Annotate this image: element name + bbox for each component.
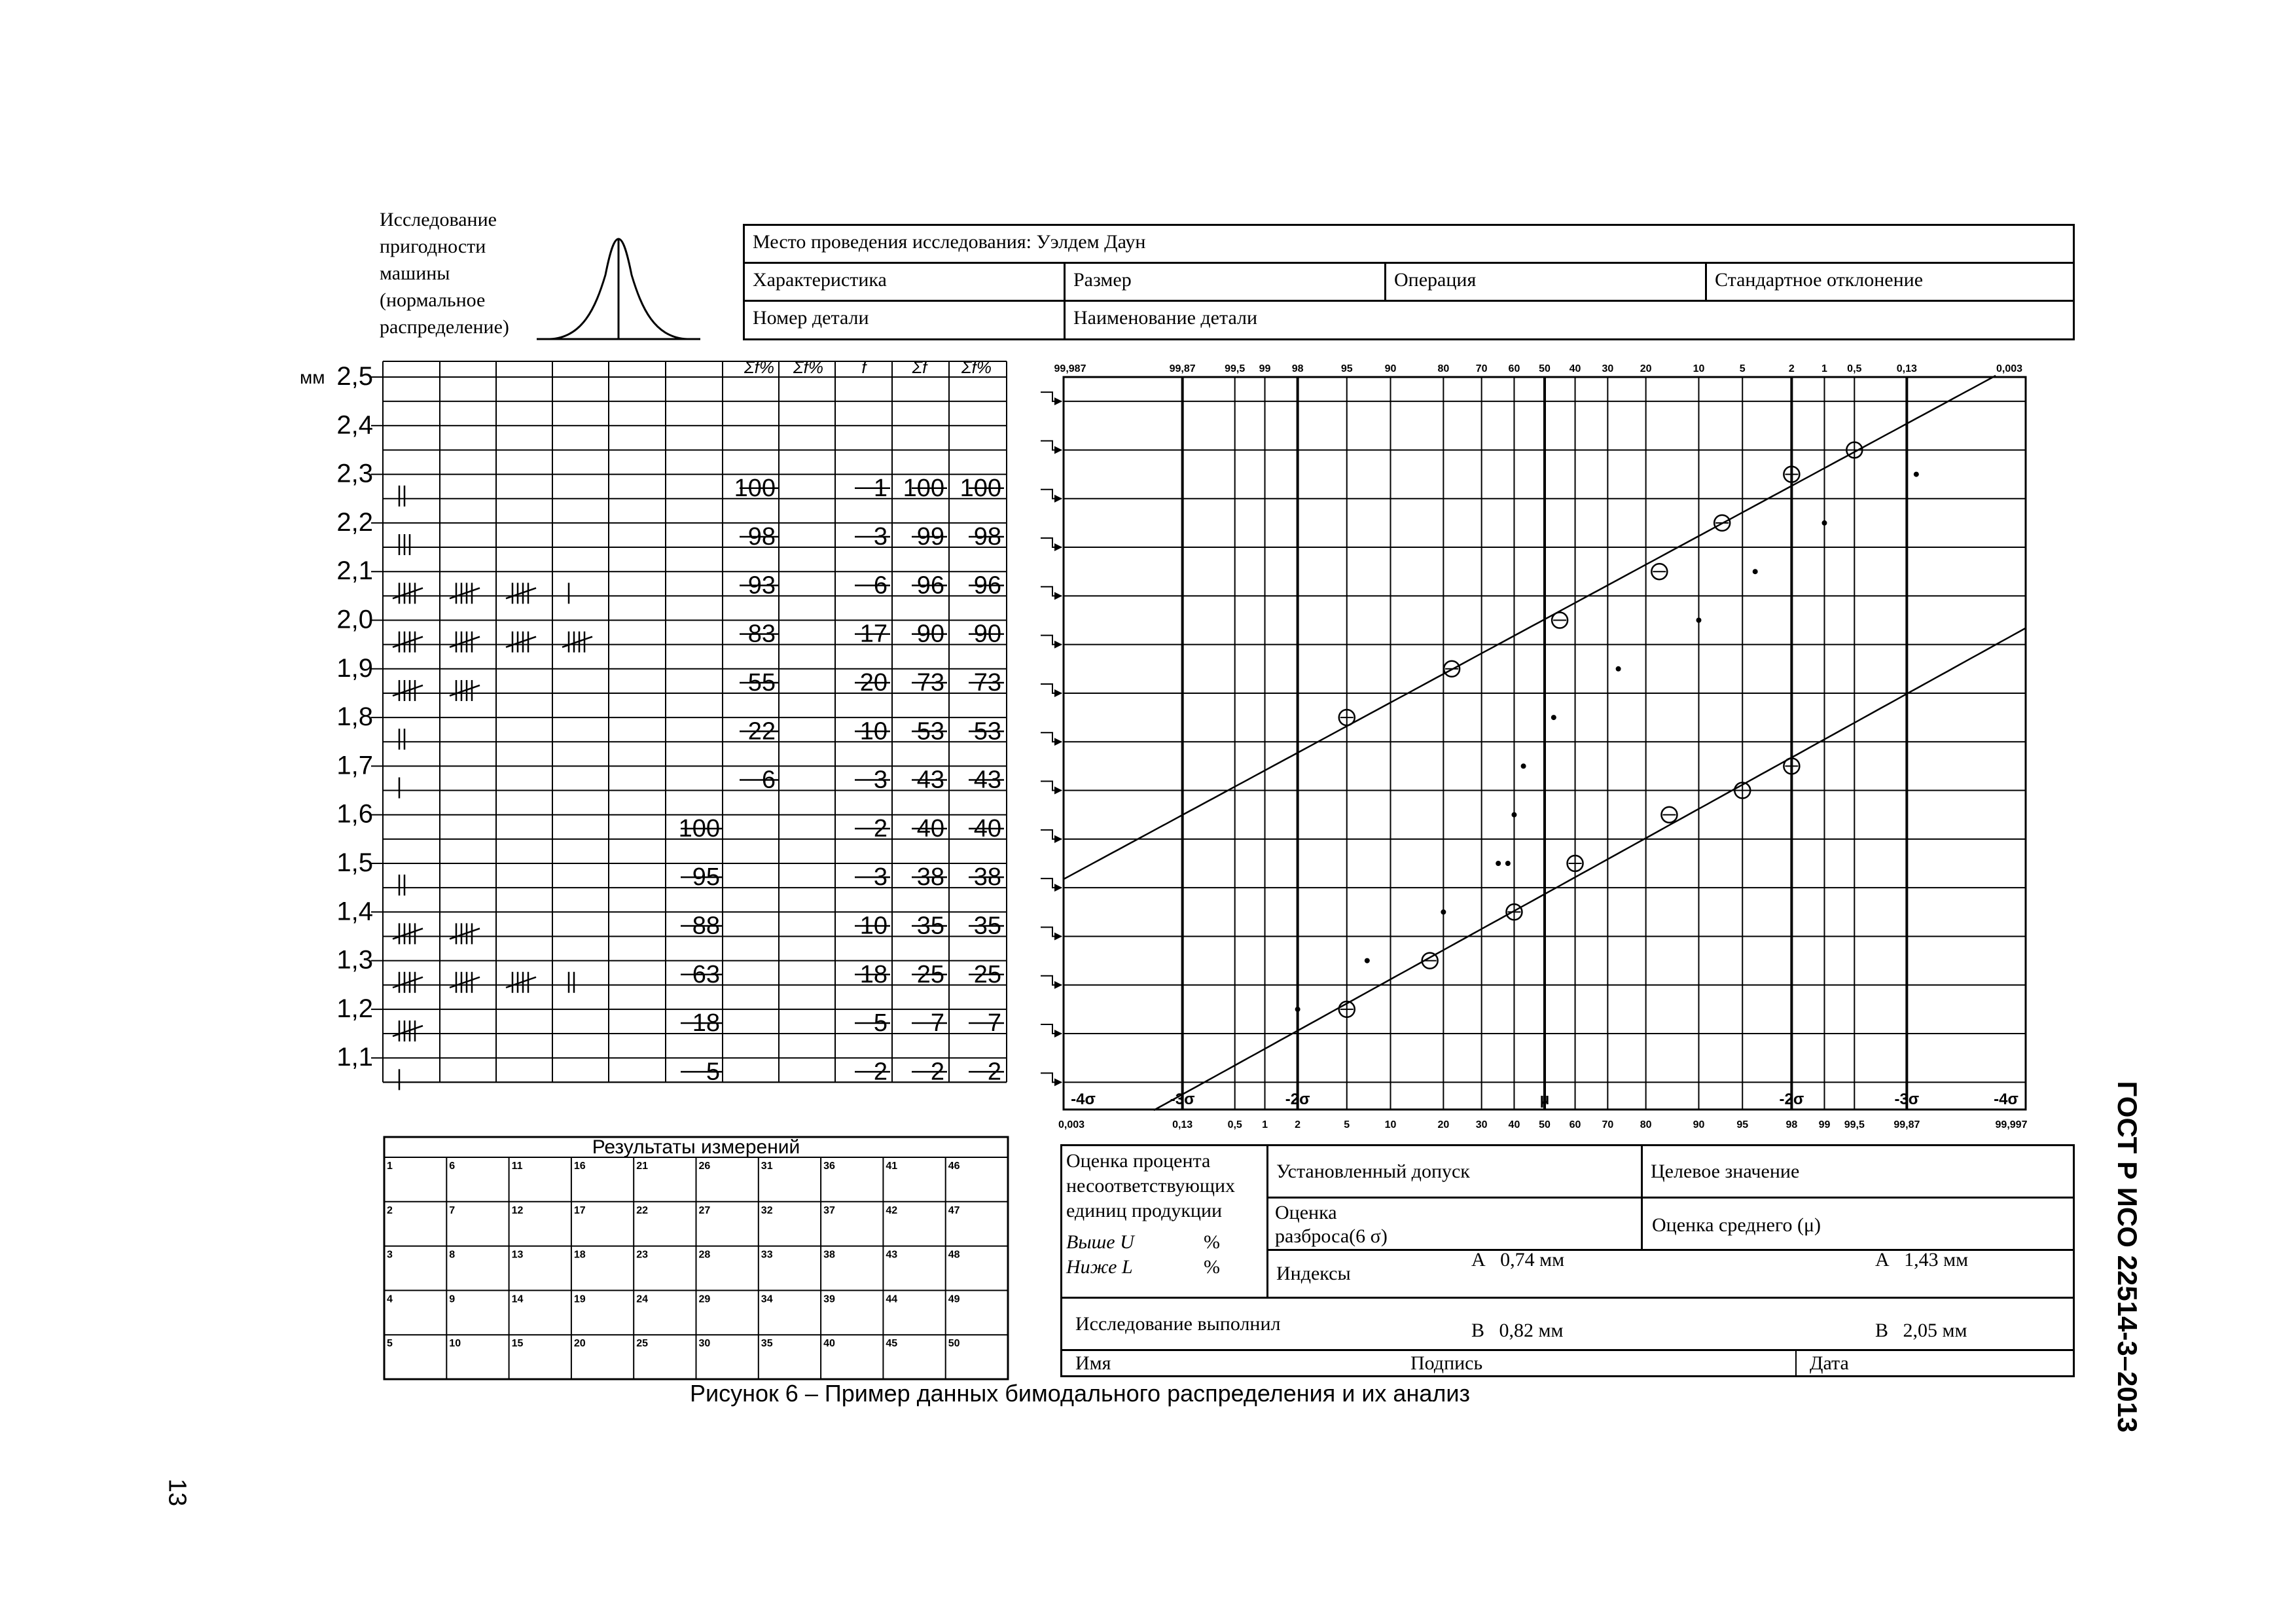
arrow-head xyxy=(1054,884,1062,892)
sum_f_pct-value: 98 xyxy=(973,523,1001,551)
measurement-number: 39 xyxy=(823,1293,835,1305)
mean-b-value: В 2,05 мм xyxy=(1875,1320,1967,1341)
bottom-tick-label: 90 xyxy=(1693,1119,1705,1130)
top-tick-label: 0,003 xyxy=(1996,363,2023,374)
data-point xyxy=(1521,763,1526,768)
location-field: Место проведения исследования: Уэлдем Даун xyxy=(745,226,2073,264)
tally-strike xyxy=(562,637,592,647)
top-tick-label: 40 xyxy=(1569,363,1581,374)
page-number-label: 13 xyxy=(163,1478,191,1507)
sum_f_pct-value: 73 xyxy=(973,668,1001,696)
data-point xyxy=(1365,958,1370,964)
measurement-number: 9 xyxy=(449,1293,456,1305)
arrow-head xyxy=(1054,1030,1062,1038)
tally-strike xyxy=(393,588,423,598)
indices-cell: Индексы xyxy=(1268,1251,2073,1299)
arrow-head xyxy=(1054,446,1062,454)
y-axis-label: 2,5 xyxy=(336,362,373,391)
cumulative-pct-upper: 55 xyxy=(747,668,776,696)
tally-strike xyxy=(450,637,480,647)
top-tick-label: 2 xyxy=(1788,363,1795,374)
measurement-number: 11 xyxy=(511,1161,523,1172)
arrow-head xyxy=(1054,641,1062,649)
tally-strike xyxy=(506,588,536,598)
measurement-number: 49 xyxy=(948,1293,960,1305)
spread-a-value: А 0,74 мм xyxy=(1471,1249,1565,1271)
top-tick-label: 20 xyxy=(1640,363,1652,374)
measurement-number: 28 xyxy=(698,1249,711,1261)
measurement-number: 12 xyxy=(511,1204,524,1216)
top-tick-label: 0,5 xyxy=(1847,363,1862,374)
tally-strike xyxy=(450,977,480,988)
measurement-number: 48 xyxy=(948,1249,960,1261)
top-tick-label: 30 xyxy=(1602,363,1614,374)
f-value: 3 xyxy=(873,523,888,551)
tally-strike xyxy=(393,977,423,988)
sigma-label: -3σ xyxy=(1894,1091,1920,1108)
measurement-number: 23 xyxy=(636,1249,648,1261)
tally-strike xyxy=(450,928,480,939)
tally-strike xyxy=(393,637,423,647)
measurement-number: 29 xyxy=(698,1293,711,1305)
top-tick-label: 1 xyxy=(1821,363,1827,374)
f-value: 2 xyxy=(873,814,888,842)
f-value: 5 xyxy=(873,1009,888,1038)
standard-number xyxy=(2062,1074,2193,1440)
measurement-number: 24 xyxy=(636,1293,648,1305)
y-axis-label: 2,4 xyxy=(336,410,373,440)
measurement-number: 15 xyxy=(511,1338,524,1350)
spread-label: разброса(6 σ) xyxy=(1275,1225,1388,1247)
bell-curve-icon xyxy=(537,229,707,344)
bottom-tick-label: 70 xyxy=(1602,1119,1614,1130)
bottom-tick-label: 50 xyxy=(1539,1119,1551,1130)
date-cell: Дата xyxy=(1795,1351,2073,1375)
measurement-number: 44 xyxy=(886,1293,898,1305)
y-axis-label: 1,4 xyxy=(336,897,373,926)
measurement-number: 17 xyxy=(573,1204,586,1216)
figure-caption: Рисунок 6 – Пример данных бимодального распределения и их анализ xyxy=(690,1380,1470,1407)
measurement-number: 19 xyxy=(573,1293,586,1305)
cumulative-pct-upper: 22 xyxy=(747,717,776,746)
measurement-number: 40 xyxy=(823,1338,835,1350)
measurement-number: 7 xyxy=(449,1204,456,1216)
f-value: 20 xyxy=(859,668,888,696)
bottom-tick-label: 5 xyxy=(1344,1119,1350,1130)
bottom-tick-label: 0,5 xyxy=(1227,1119,1242,1130)
sum_f_pct-value: 40 xyxy=(973,814,1001,842)
nonconforming-label: несоответствующих xyxy=(1066,1175,1236,1197)
top-tick-label: 99,987 xyxy=(1054,363,1086,374)
mean-cell xyxy=(1643,1199,2073,1341)
signature-cell: Подпись xyxy=(1410,1352,1483,1374)
tolerance-cell: Установленный допуск xyxy=(1268,1146,1643,1199)
measurement-number: 43 xyxy=(886,1249,898,1261)
bottom-tick-label: 99,87 xyxy=(1893,1119,1920,1130)
column-header: Σf xyxy=(912,357,927,377)
cumulative-pct-upper: 93 xyxy=(747,571,776,600)
sigma-label: μ xyxy=(1539,1091,1550,1108)
y-axis-label: 1,3 xyxy=(336,945,373,975)
done-by-cell: Исследование выполнил xyxy=(1062,1299,2073,1351)
probability-chart xyxy=(1041,347,2042,1132)
measurement-number: 32 xyxy=(761,1204,773,1216)
y-axis-label: 1,8 xyxy=(336,702,373,732)
y-axis-label: 2,2 xyxy=(336,507,373,537)
data-point xyxy=(1753,569,1758,574)
measurement-number: 4 xyxy=(387,1293,393,1305)
top-tick-label: 95 xyxy=(1340,363,1353,374)
measurement-number: 25 xyxy=(636,1338,648,1350)
measurement-number: 50 xyxy=(948,1338,960,1350)
spread-b-value: В 0,82 мм xyxy=(1471,1320,1564,1341)
cumulative-pct-upper: 83 xyxy=(747,620,776,648)
y-axis-label: 1,1 xyxy=(336,1043,373,1072)
measurement-number: 14 xyxy=(511,1293,524,1305)
sum_f-value: 100 xyxy=(903,474,944,502)
sigma-label: -4σ xyxy=(1994,1091,2018,1108)
measurement-number: 6 xyxy=(449,1161,456,1172)
fit-line-b xyxy=(1064,376,1996,879)
data-point xyxy=(1295,1007,1300,1012)
sigma-label: -2σ xyxy=(1285,1091,1310,1108)
sum_f_pct-value: 90 xyxy=(973,620,1001,648)
bottom-tick-label: 30 xyxy=(1475,1119,1488,1130)
y-axis-label: 1,9 xyxy=(336,653,373,683)
f-value: 10 xyxy=(859,717,888,746)
measurement-number: 35 xyxy=(761,1338,773,1350)
bottom-tick-label: 40 xyxy=(1508,1119,1520,1130)
measurement-number: 33 xyxy=(761,1249,773,1261)
arrow-head xyxy=(1054,592,1062,600)
measurement-number: 36 xyxy=(823,1161,835,1172)
tally-strike xyxy=(393,685,423,696)
top-tick-label: 90 xyxy=(1384,363,1397,374)
measurement-number: 27 xyxy=(698,1204,711,1216)
cumulative-pct-lower: 5 xyxy=(706,1058,720,1086)
bottom-tick-label: 10 xyxy=(1384,1119,1397,1130)
cumulative-pct-lower: 100 xyxy=(678,814,720,842)
tally-strike xyxy=(450,588,480,598)
y-axis-label: 1,6 xyxy=(336,799,373,829)
bottom-tick-label: 0,13 xyxy=(1172,1119,1193,1130)
sum_f_pct-value: 100 xyxy=(960,474,1001,502)
data-point xyxy=(1505,861,1511,866)
sum_f-value: 40 xyxy=(916,814,944,842)
f-value: 3 xyxy=(873,863,888,892)
measurement-number: 21 xyxy=(636,1161,648,1172)
bottom-tick-label: 99,997 xyxy=(1995,1119,2028,1130)
measurement-number: 34 xyxy=(761,1293,773,1305)
mean-a-value: А 1,43 мм xyxy=(1875,1249,1969,1271)
arrow-head xyxy=(1054,689,1062,697)
tally-strike xyxy=(506,977,536,988)
arrow-head xyxy=(1054,1078,1062,1086)
f-value: 3 xyxy=(873,766,888,794)
study-title-line: машины xyxy=(380,262,450,284)
bottom-tick-label: 1 xyxy=(1262,1119,1268,1130)
measurement-number: 31 xyxy=(761,1161,773,1172)
sum_f_pct-value: 43 xyxy=(973,766,1001,794)
sum_f_pct-value: 53 xyxy=(973,717,1001,746)
top-tick-label: 0,13 xyxy=(1896,363,1917,374)
arrow-head xyxy=(1054,835,1062,843)
arrow-head xyxy=(1054,397,1062,405)
data-point xyxy=(1696,618,1701,623)
name-cell: Имя xyxy=(1075,1352,1111,1374)
measurement-number: 37 xyxy=(823,1204,835,1216)
measurement-number: 5 xyxy=(387,1338,393,1350)
sum_f-value: 25 xyxy=(916,960,944,988)
f-value: 6 xyxy=(873,571,888,600)
data-point xyxy=(1441,909,1446,914)
measurement-number: 16 xyxy=(573,1161,586,1172)
arrow-head xyxy=(1054,495,1062,503)
column-header: Σf% xyxy=(744,357,774,377)
size-field: Размер xyxy=(1066,264,1386,302)
top-tick-label: 99,5 xyxy=(1225,363,1246,374)
evaluation-block xyxy=(1060,1144,2075,1377)
measurement-number: 22 xyxy=(636,1204,648,1216)
sigma-label: -4σ xyxy=(1071,1091,1096,1108)
study-header-table xyxy=(743,224,2075,340)
bottom-tick-label: 99,5 xyxy=(1844,1119,1865,1130)
above-pct: % xyxy=(1204,1231,1220,1253)
cumulative-pct-lower: 95 xyxy=(692,863,720,892)
data-point xyxy=(1496,861,1501,866)
study-title-line: распределение) xyxy=(380,316,509,338)
data-point xyxy=(1616,666,1621,672)
standard-label: ГОСТ Р ИСО 22514-3–2013 xyxy=(2112,1081,2143,1433)
bottom-tick-label: 99 xyxy=(1818,1119,1831,1130)
sum_f-value: 73 xyxy=(916,668,944,696)
measurement-number: 41 xyxy=(886,1161,898,1172)
unit-label: мм xyxy=(300,367,325,388)
bottom-tick-label: 2 xyxy=(1295,1119,1301,1130)
y-axis-label: 2,3 xyxy=(336,459,373,488)
bottom-tick-label: 80 xyxy=(1640,1119,1652,1130)
bottom-tick-label: 60 xyxy=(1569,1119,1581,1130)
below-label: Ниже L xyxy=(1066,1256,1133,1278)
sum_f-value: 7 xyxy=(930,1009,944,1038)
f-value: 2 xyxy=(873,1058,888,1086)
measurement-number: 26 xyxy=(698,1161,711,1172)
data-point xyxy=(1821,520,1827,526)
cumulative-pct-upper: 6 xyxy=(761,766,776,794)
study-title-line: Исследование xyxy=(380,209,497,230)
spread-label: Оценка xyxy=(1275,1202,1337,1223)
data-point xyxy=(1914,472,1919,477)
f-value: 18 xyxy=(859,960,888,988)
top-tick-label: 99 xyxy=(1259,363,1271,374)
measurement-number: 46 xyxy=(948,1161,960,1172)
cumulative-pct-lower: 18 xyxy=(692,1009,720,1038)
bottom-tick-label: 20 xyxy=(1437,1119,1450,1130)
measurement-number: 38 xyxy=(823,1249,835,1261)
nonconforming-label: единиц продукции xyxy=(1066,1200,1223,1221)
bottom-tick-label: 95 xyxy=(1736,1119,1749,1130)
above-label: Выше U xyxy=(1066,1231,1134,1253)
sum_f-value: 38 xyxy=(916,863,944,892)
results-title: Результаты измерений xyxy=(592,1136,800,1158)
column-header: Σf% xyxy=(793,357,823,377)
y-axis-label: 2,1 xyxy=(336,556,373,586)
target-cell: Целевое значение xyxy=(1643,1146,2073,1199)
study-title xyxy=(380,206,550,340)
sum_f-value: 43 xyxy=(916,766,944,794)
tally-strike xyxy=(393,928,423,939)
data-point xyxy=(1511,812,1516,818)
top-tick-label: 99,87 xyxy=(1169,363,1196,374)
top-tick-label: 5 xyxy=(1739,363,1746,374)
sum_f-value: 96 xyxy=(916,571,944,600)
measurement-number: 47 xyxy=(948,1204,960,1216)
top-tick-label: 50 xyxy=(1539,363,1551,374)
y-axis-label: 2,0 xyxy=(336,605,373,634)
sum_f_pct-value: 35 xyxy=(973,912,1001,940)
y-axis-label: 1,5 xyxy=(336,848,373,877)
sum_f_pct-value: 7 xyxy=(987,1009,1001,1038)
cumulative-pct-upper: 98 xyxy=(747,523,776,551)
measurement-number: 2 xyxy=(387,1204,393,1216)
page-number xyxy=(151,1466,203,1519)
measurement-number: 20 xyxy=(573,1338,586,1350)
characteristic-field: Характеристика xyxy=(745,264,1066,302)
sum_f-value: 53 xyxy=(916,717,944,746)
bottom-tick-label: 0,003 xyxy=(1058,1119,1085,1130)
cumulative-pct-lower: 63 xyxy=(692,960,720,988)
y-axis-label: 1,2 xyxy=(336,994,373,1023)
sum_f-value: 35 xyxy=(916,912,944,940)
cumulative-pct-lower: 88 xyxy=(692,912,720,940)
arrow-head xyxy=(1054,543,1062,551)
sum_f-value: 2 xyxy=(930,1058,944,1086)
arrow-head xyxy=(1054,981,1062,989)
top-tick-label: 10 xyxy=(1693,363,1705,374)
f-value: 17 xyxy=(859,620,888,648)
top-tick-label: 98 xyxy=(1291,363,1304,374)
part-number-field: Номер детали xyxy=(745,302,1066,338)
operation-field: Операция xyxy=(1386,264,1707,302)
top-tick-label: 70 xyxy=(1475,363,1488,374)
results-table xyxy=(383,1136,1011,1384)
measurement-number: 42 xyxy=(886,1204,898,1216)
study-title-line: пригодности xyxy=(380,236,486,257)
tally-table xyxy=(288,353,1073,1119)
mean-label: Оценка среднего (μ) xyxy=(1652,1214,1821,1236)
top-tick-label: 60 xyxy=(1508,363,1520,374)
cumulative-pct-upper: 100 xyxy=(734,474,776,502)
y-axis-label: 1,7 xyxy=(336,751,373,780)
study-title-line: (нормальное xyxy=(380,289,486,311)
bottom-tick-label: 98 xyxy=(1785,1119,1798,1130)
f-value: 1 xyxy=(873,474,888,502)
column-header: f xyxy=(861,357,867,377)
tally-strike xyxy=(506,637,536,647)
sum_f-value: 90 xyxy=(916,620,944,648)
sum_f-value: 99 xyxy=(916,523,944,551)
arrow-head xyxy=(1054,787,1062,795)
measurement-number: 3 xyxy=(387,1249,393,1261)
measurement-number: 10 xyxy=(449,1338,461,1350)
sum_f_pct-value: 38 xyxy=(973,863,1001,892)
tally-strike xyxy=(393,1026,423,1036)
measurement-number: 45 xyxy=(886,1338,898,1350)
sum_f_pct-value: 25 xyxy=(973,960,1001,988)
fit-line-a xyxy=(1154,628,2026,1111)
measurement-number: 30 xyxy=(698,1338,711,1350)
part-name-field: Наименование детали xyxy=(1073,307,1258,329)
top-tick-label: 80 xyxy=(1437,363,1450,374)
sum_f_pct-value: 96 xyxy=(973,571,1001,600)
sigma-label: -2σ xyxy=(1779,1091,1804,1108)
data-point xyxy=(1551,715,1556,720)
sum_f_pct-value: 2 xyxy=(987,1058,1001,1086)
column-header: Σf% xyxy=(961,357,992,377)
nonconforming-cell xyxy=(1062,1146,1268,1299)
measurement-number: 1 xyxy=(387,1161,393,1172)
std-dev-field: Стандартное отклонение xyxy=(1707,264,2073,302)
below-pct: % xyxy=(1204,1256,1220,1278)
measurement-number: 13 xyxy=(511,1249,524,1261)
arrow-head xyxy=(1054,738,1062,746)
measurement-number: 8 xyxy=(449,1249,456,1261)
tally-strike xyxy=(450,685,480,696)
measurement-number: 18 xyxy=(573,1249,586,1261)
f-value: 10 xyxy=(859,912,888,940)
arrow-head xyxy=(1054,932,1062,940)
sigma-label: -3σ xyxy=(1170,1091,1195,1108)
nonconforming-label: Оценка процента xyxy=(1066,1150,1211,1172)
